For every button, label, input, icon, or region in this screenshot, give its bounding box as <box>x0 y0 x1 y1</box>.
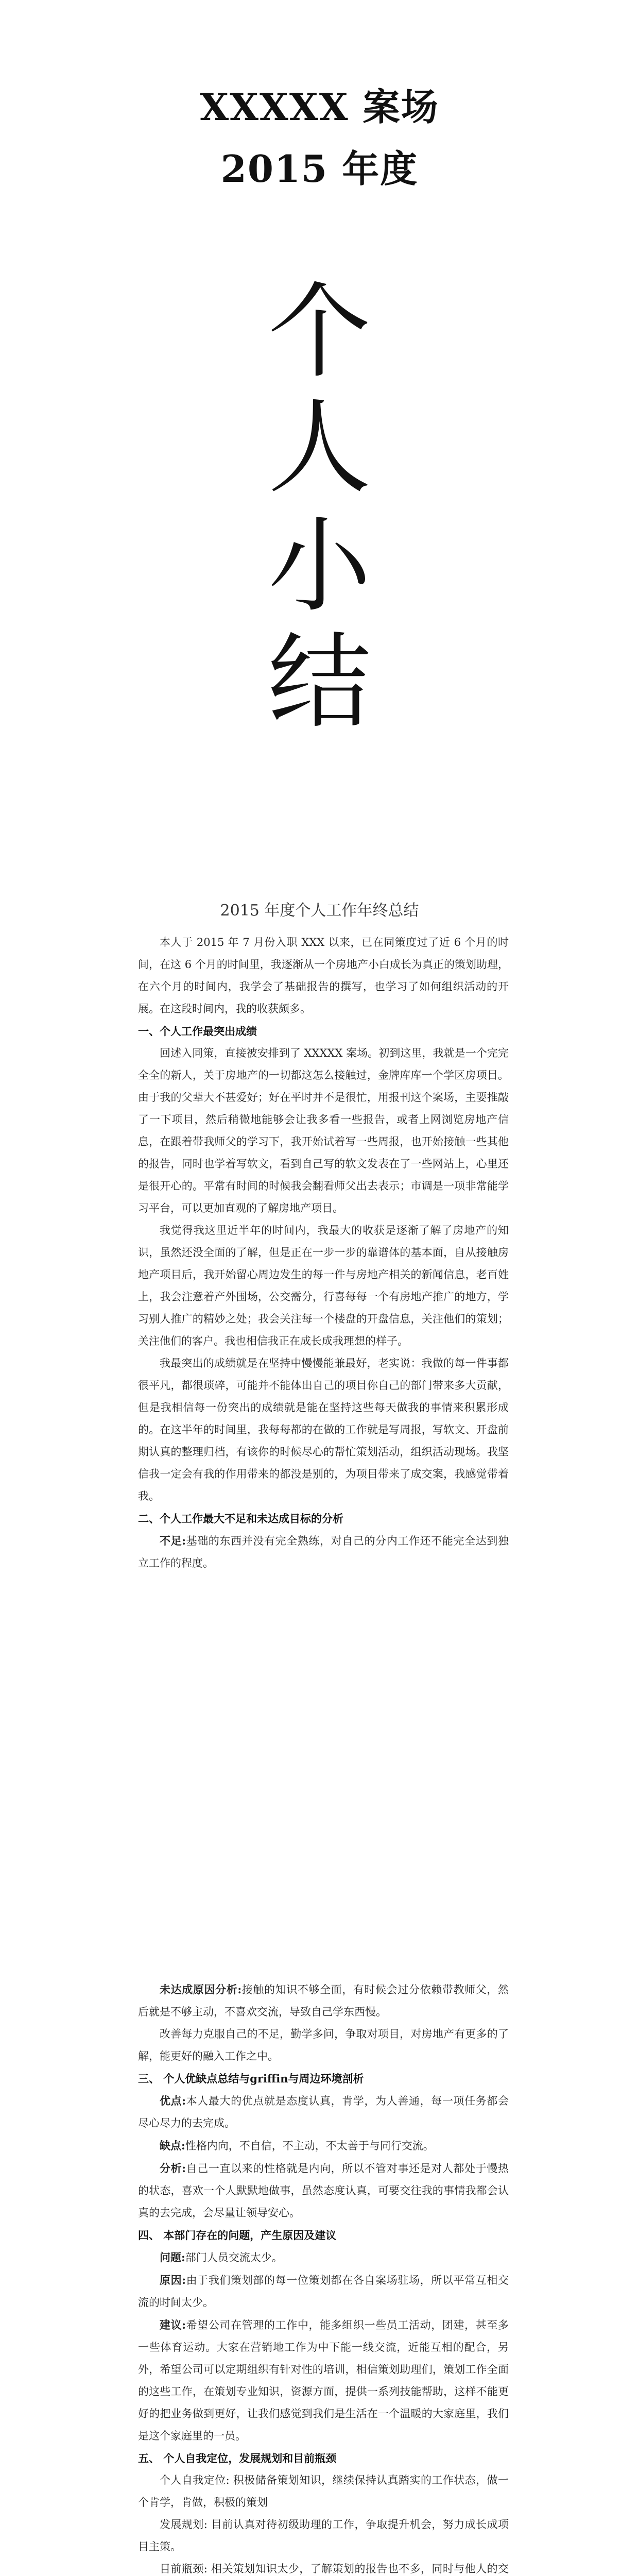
section-5-paragraph-1: 个人自我定位: 积极储备策划知识，继续保持认真踏实的工作状态，做一个肯学，肯做，积极的策划 <box>138 2474 509 2509</box>
label-cause: 原因: <box>160 2274 186 2286</box>
section-4-paragraph-1 <box>138 2246 509 2269</box>
text-analysis: 自己一直以来的性格就是内向，所以不管对事还是对人都处于慢热的状态，喜欢一个人默默地做事，虽然态度认真，可要交往我的事情我都会认真的去完成，会尽量让领导安心。 <box>138 2162 509 2219</box>
section-3-paragraph-3 <box>138 2157 509 2224</box>
label-problem: 问题: <box>160 2251 185 2264</box>
label-analysis: 分析: <box>160 2162 186 2175</box>
body-page-1 <box>138 931 509 1574</box>
label-strength: 优点: <box>160 2094 186 2107</box>
section-3-paragraph-2 <box>138 2134 509 2157</box>
section-1-paragraph-1: 回述入同策，直接被安排到了 XXXXX 案场。初到这里，我就是一个完完全全的新人，关于房地产的一切都这怎么接触过，金牌库库一个学区房项目。由于我的父辈大不甚爱好；好在平时并不是很忙，用报刊这个案场，主要推敲了一下项目，然后稍微地能够会让我多看一些报告，或者上网浏览房地产信息，在跟着带我师父的学习下，我开始试着写一些周报，也开始接触一些其他的报告，同时也学着写软文，看到自己写的软文发表在了一些网站上，心里还是很开心的。平常有时间的时候我会翻看师父出去表示；市调是一项非常能学习平台，可以更加直观的了解房地产项目。 <box>138 1047 509 1214</box>
body-page-2 <box>138 1978 509 2576</box>
cover-char-3: 小 <box>268 506 371 626</box>
cover-title-line2: 2015 年度 <box>220 147 419 191</box>
text-cause: 由于我们策划部的每一位策划都在各自案场驻场，所以平常互相交流的时间太少。 <box>138 2274 509 2309</box>
label-reason: 未达成原因分析: <box>160 1983 242 1996</box>
doc-heading: 2015 年度个人工作年终总结 <box>220 902 419 920</box>
intro-paragraph: 本人于 2015 年 7 月份入职 XXX 以来，已在同策度过了近 6 个月的时间，在这 6 个月的时间里，我逐渐从一个房地产小白成长为真正的策划助理，在六个月的时间内，我学会了基础报告的撰写，也学习了如何组织活动的开展。在这段时间内，我的收获颇多。 <box>138 936 509 1015</box>
text-weakness: 性格内向，不自信，不主动，不太善于与同行交流。 <box>185 2140 434 2152</box>
section-3-title: 三、 个人优缺点总结与griffin与周边环境剖析 <box>138 2072 364 2085</box>
section-2-paragraph-2 <box>138 1978 509 2023</box>
label-weakness: 缺点: <box>160 2139 185 2152</box>
section-3-paragraph-1 <box>138 2090 509 2134</box>
text-strength: 本人最大的优点就是态度认真，肯学，为人善通，每一项任务都会尽心尽力的去完成。 <box>138 2095 509 2129</box>
text-shortcoming: 基础的东西并没有完全熟练，对自己的分内工作还不能完全达到独立工作的程度。 <box>138 1535 509 1569</box>
section-1-paragraph-2: 我觉得我这里近半年的时间内，我最大的收获是逐渐了解了房地产的知识，虽然还没全面的了解，但是正在一步一步的靠谱体的基本面，自从接触房地产项目后，我开始留心周边发生的每一件与房地产相关的新闻信息，老百姓上，我会注意着产外围场，公交需分，行喜每每一个有房地产推广的地方，学习别人推广的精妙之处；我会关注每一个楼盘的开盘信息，关注他们的策划；关注他们的客户。我也相信我正在成长成我理想的样子。 <box>138 1224 509 1347</box>
text-reason: 接触的知识不够全面，有时候会过分依赖带教师父，然后就是不够主动，不喜欢交流，导致自己学东西慢。 <box>138 1984 509 2018</box>
section-2-paragraph-1 <box>138 1530 509 1574</box>
section-5-paragraph-3: 目前瓶颈: 相关策划知识太少，了解策划的报告也不多，同时与他人的交 <box>160 2563 509 2575</box>
section-4-paragraph-3 <box>138 2314 509 2447</box>
section-4-title: 四、 本部门存在的问题，产生原因及建议 <box>138 2229 337 2242</box>
cover-char-4: 结 <box>268 622 371 742</box>
section-5-paragraph-2: 发展规划: 目前认真对待初级助理的工作，争取提升机会，努力成长成项目主策。 <box>138 2518 509 2553</box>
text-suggestion: 希望公司在管理的工作中，能多组织一些员工活动，团建，甚至多一些体育运动。大家在营销地工作为中下能一线交流，近能互相的配合，另外，希望公司可以定期组织有针对性的培训，相信策划助理们，策划工作全面的这些工作，在策划专业知识，资源方面，提供一系列技能帮助，这样不能更好的把业务做到更好，让我们感觉到我们是生活在一个温暖的大家庭里，我们是这个家庭里的一员。 <box>138 2319 509 2442</box>
section-1-paragraph-3: 我最突出的成绩就是在坚持中慢慢能兼最好，老实说：我做的每一件事都很平凡，都很琐碎，可能并不能体出自己的项目你自己的部门带来多大贡献，但是我相信每一份突出的成绩就是能在坚持这些每天做我的事情来积累形成的。在这半年的时间里，我每每都的在做的工作就是写周报，写软文、开盘前期认真的整理归档，有该你的时候尽心的帮忙策划活动，组织活动现场。我坚信我一定会有我的作用带来的都没是别的，为项目带来了成交案，我感觉带着我。 <box>138 1357 509 1502</box>
label-suggestion: 建议: <box>160 2318 186 2331</box>
cover-char-1: 个 <box>268 272 371 392</box>
text-problem: 部门人员交流太少。 <box>185 2251 283 2264</box>
section-2-paragraph-3: 改善每力克服自己的不足，勤学多问，争取对项目，对房地产有更多的了解，能更好的融入工作之中。 <box>138 2028 509 2062</box>
label-shortcoming: 不足: <box>160 1534 186 1547</box>
section-1-title: 一、个人工作最突出成绩 <box>138 1025 257 1038</box>
section-2-title: 二、个人工作最大不足和未达成目标的分析 <box>138 1512 343 1525</box>
section-4-paragraph-2 <box>138 2269 509 2314</box>
cover-char-2: 人 <box>268 388 371 508</box>
cover-title-line1: XXXXX 案场 <box>200 85 439 129</box>
section-5-title: 五、 个人自我定位，发展规划和目前瓶颈 <box>138 2452 337 2465</box>
